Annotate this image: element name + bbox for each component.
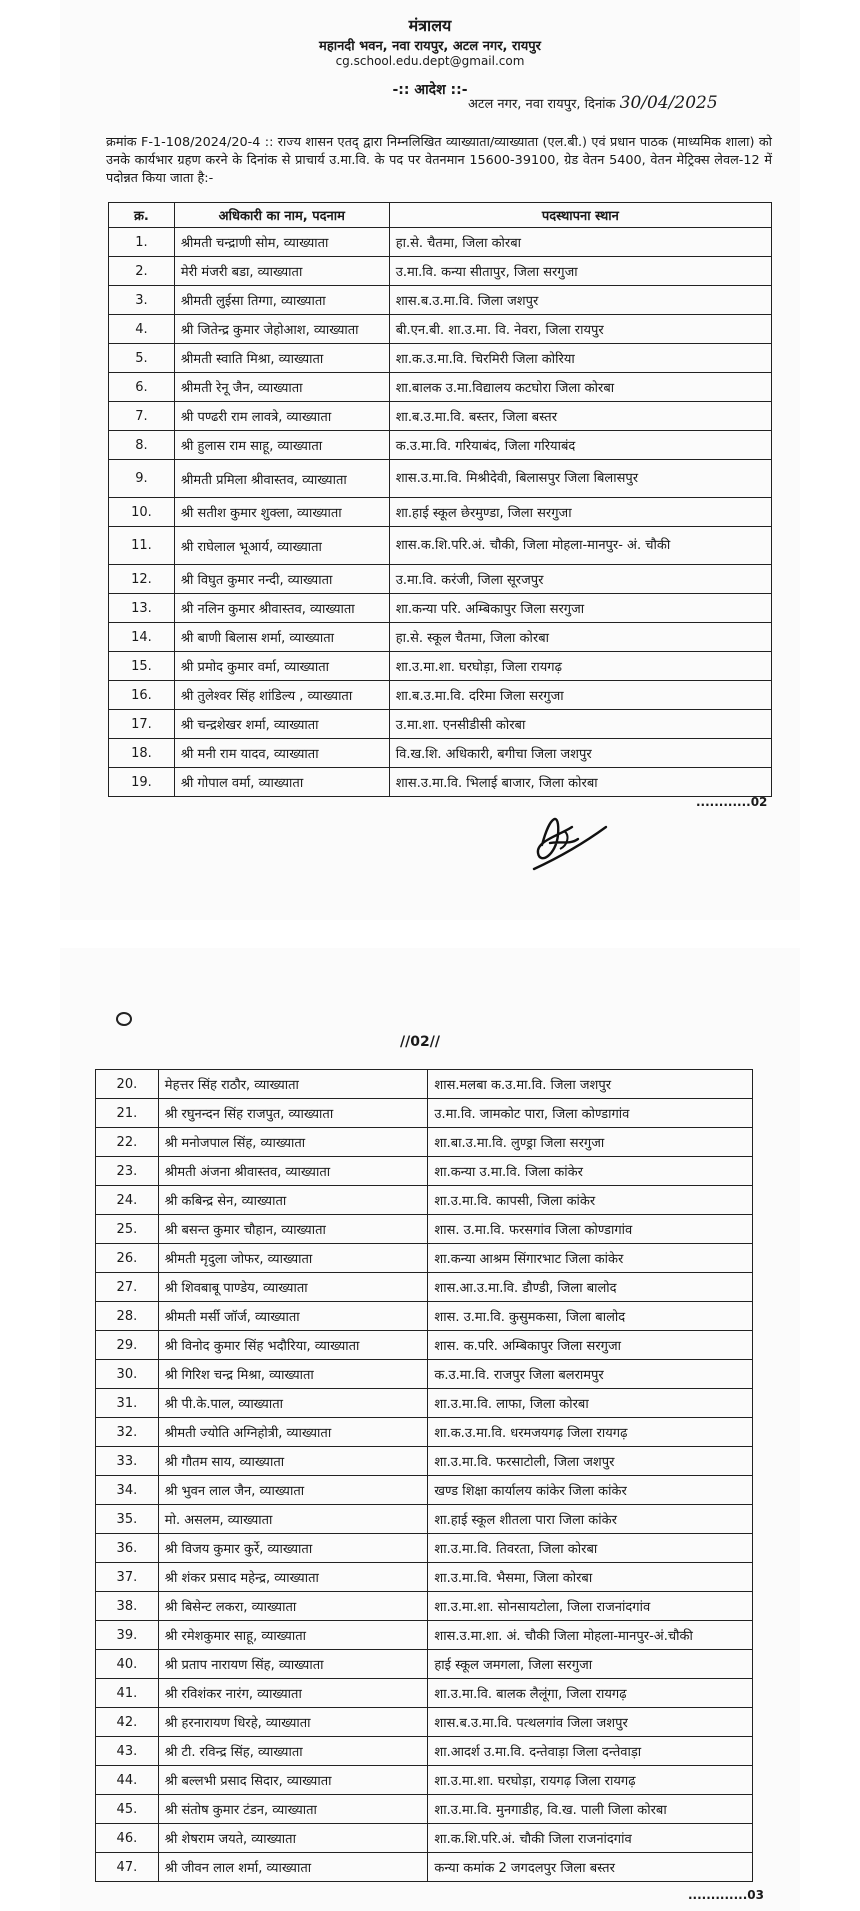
- row-officer-name: श्री भुवन लाल जैन, व्याख्याता: [158, 1476, 428, 1505]
- row-officer-name: श्री रमेशकुमार साहू, व्याख्याता: [158, 1621, 428, 1650]
- header-serial: क्र.: [109, 203, 175, 228]
- handwritten-date: 30/04/2025: [619, 93, 718, 113]
- row-officer-name: श्री पी.के.पाल, व्याख्याता: [158, 1389, 428, 1418]
- row-posting-place: शा.उ.मा.वि. कापसी, जिला कांकेर: [428, 1186, 753, 1215]
- table-row: [96, 1592, 753, 1621]
- row-posting-place: शास.क.शि.परि.अं. चौकी, जिला मोहला-मानपुर- अं. चौकी: [389, 527, 771, 565]
- row-officer-name: श्री गोपाल वर्मा, व्याख्याता: [174, 768, 389, 797]
- row-officer-name: श्री पण्ढरी राम लावत्रे, व्याख्याता: [174, 402, 389, 431]
- row-officer-name: श्रीमती मृदुला जोफर, व्याख्याता: [158, 1244, 428, 1273]
- row-posting-place: शा.उ.मा.वि. फरसाटोली, जिला जशपुर: [428, 1447, 753, 1476]
- row-serial: 41.: [96, 1679, 159, 1708]
- table-row: [109, 344, 772, 373]
- row-serial: 33.: [96, 1447, 159, 1476]
- row-officer-name: श्री चन्द्रशेखर शर्मा, व्याख्याता: [174, 710, 389, 739]
- row-serial: 8.: [109, 431, 175, 460]
- row-officer-name: श्री विनोद कुमार सिंह भदौरिया, व्याख्याता: [158, 1331, 428, 1360]
- table-row: [96, 1679, 753, 1708]
- row-officer-name: श्री तुलेश्वर सिंह शांडिल्य , व्याख्याता: [174, 681, 389, 710]
- continuation-marker: ............02: [696, 795, 768, 809]
- row-serial: 28.: [96, 1302, 159, 1331]
- row-officer-name: श्रीमती चन्द्राणी सोम, व्याख्याता: [174, 228, 389, 257]
- table-row: [96, 1563, 753, 1592]
- row-posting-place: शा.कन्या उ.मा.वि. जिला कांकेर: [428, 1157, 753, 1186]
- row-posting-place: शास.उ.मा.वि. मिश्रीदेवी, बिलासपुर जिला बिलासपुर: [389, 460, 771, 498]
- order-title: -:: आदेश ::-: [392, 82, 468, 98]
- row-serial: 13.: [109, 594, 175, 623]
- row-posting-place: शा.क.उ.मा.वि. धरमजयगढ़ जिला रायगढ़: [428, 1418, 753, 1447]
- row-posting-place: शास.मलबा क.उ.मा.वि. जिला जशपुर: [428, 1070, 753, 1099]
- table-row: [109, 402, 772, 431]
- promotion-table-1: [108, 202, 772, 797]
- row-serial: 5.: [109, 344, 175, 373]
- row-serial: 44.: [96, 1766, 159, 1795]
- row-posting-place: उ.मा.शा. एनसीडीसी कोरबा: [389, 710, 771, 739]
- row-serial: 22.: [96, 1128, 159, 1157]
- page-marker: //02//: [400, 1034, 440, 1050]
- table-row: [96, 1070, 753, 1099]
- order-paragraph: क्रमांक F-1-108/2024/20-4 :: राज्य शासन एतद् द्वारा निम्नलिखित व्याख्याता/व्याख्याता (एल.बी.) एवं प्रधान पाठक (माध्यमिक शाला) को उनके कार्यभार ग्रहण करने के दिनांक से प्राचार्य उ.मा.वि. के पद पर वेतनमान 15600-39100, ग्रेड वेतन 5400, वेतन मेट्रिक्स लेवल-12 में पदोन्नत किया जाता है:-: [106, 135, 772, 186]
- table-row: [96, 1418, 753, 1447]
- row-posting-place: हा.से. स्कूल चैतमा, जिला कोरबा: [389, 623, 771, 652]
- row-serial: 16.: [109, 681, 175, 710]
- row-serial: 43.: [96, 1737, 159, 1766]
- table-row: [96, 1824, 753, 1853]
- table-row: [96, 1737, 753, 1766]
- row-officer-name: श्री बिसेन्ट लकरा, व्याख्याता: [158, 1592, 428, 1621]
- row-officer-name: श्री मनोजपाल सिंह, व्याख्याता: [158, 1128, 428, 1157]
- row-posting-place: शा.क.शि.परि.अं. चौकी जिला राजनांदगांव: [428, 1824, 753, 1853]
- row-serial: 23.: [96, 1157, 159, 1186]
- row-posting-place: बी.एन.बी. शा.उ.मा. वि. नेवरा, जिला रायपुर: [389, 315, 771, 344]
- ministry-heading: मंत्रालय: [408, 16, 452, 35]
- table-row: [96, 1476, 753, 1505]
- row-posting-place: शा.उ.मा.वि. मुनगाडीह, वि.ख. पाली जिला कोरबा: [428, 1795, 753, 1824]
- row-serial: 32.: [96, 1418, 159, 1447]
- table-row: [109, 623, 772, 652]
- table-row: [109, 257, 772, 286]
- row-posting-place: उ.मा.वि. कन्या सीतापुर, जिला सरगुजा: [389, 257, 771, 286]
- promotion-table-2: [95, 1069, 753, 1882]
- row-posting-place: उ.मा.वि. करंजी, जिला सूरजपुर: [389, 565, 771, 594]
- row-officer-name: श्री बसन्त कुमार चौहान, व्याख्याता: [158, 1215, 428, 1244]
- row-serial: 7.: [109, 402, 175, 431]
- place-date: [468, 93, 718, 113]
- row-officer-name: श्री रघुनन्दन सिंह राजपुत, व्याख्याता: [158, 1099, 428, 1128]
- row-serial: 38.: [96, 1592, 159, 1621]
- row-posting-place: शा.उ.मा.शा. सोनसायटोला, जिला राजनांदगांव: [428, 1592, 753, 1621]
- row-serial: 36.: [96, 1534, 159, 1563]
- table-row: [96, 1360, 753, 1389]
- punch-hole-icon: [116, 1012, 132, 1026]
- row-posting-place: शा.आदर्श उ.मा.वि. दन्तेवाड़ा जिला दन्तेवाड़ा: [428, 1737, 753, 1766]
- row-posting-place: शा.उ.मा.वि. तिवरता, जिला कोरबा: [428, 1534, 753, 1563]
- order-page-2: [60, 948, 800, 1911]
- row-officer-name: मेरी मंजरी बडा, व्याख्याता: [174, 257, 389, 286]
- row-serial: 34.: [96, 1476, 159, 1505]
- row-officer-name: श्रीमती प्रमिला श्रीवास्तव, व्याख्याता: [174, 460, 389, 498]
- row-serial: 6.: [109, 373, 175, 402]
- row-posting-place: शा.कन्या परि. अम्बिकापुर जिला सरगुजा: [389, 594, 771, 623]
- table-row: [109, 768, 772, 797]
- table-row: [109, 710, 772, 739]
- table-row: [96, 1795, 753, 1824]
- row-posting-place: शा.बालक उ.मा.विद्यालय कटघोरा जिला कोरबा: [389, 373, 771, 402]
- row-posting-place: कन्या कमांक 2 जगदलपुर जिला बस्तर: [428, 1853, 753, 1882]
- row-posting-place: शा.उ.मा.वि. बालक लैलूंगा, जिला रायगढ़: [428, 1679, 753, 1708]
- row-serial: 20.: [96, 1070, 159, 1099]
- row-officer-name: श्रीमती अंजना श्रीवास्तव, व्याख्याता: [158, 1157, 428, 1186]
- row-serial: 39.: [96, 1621, 159, 1650]
- row-serial: 27.: [96, 1273, 159, 1302]
- row-officer-name: श्री शेषराम जयते, व्याख्याता: [158, 1824, 428, 1853]
- row-officer-name: श्री शंकर प्रसाद महेन्द्र, व्याख्याता: [158, 1563, 428, 1592]
- table-row: [109, 315, 772, 344]
- row-posting-place: शा.उ.मा.शा. घरघोड़ा, रायगढ़ जिला रायगढ़: [428, 1766, 753, 1795]
- table-row: [96, 1621, 753, 1650]
- order-page-1: [60, 0, 800, 920]
- row-officer-name: श्री नलिन कुमार श्रीवास्तव, व्याख्याता: [174, 594, 389, 623]
- row-posting-place: क.उ.मा.वि. गरियाबंद, जिला गरियाबंद: [389, 431, 771, 460]
- table-row: [96, 1331, 753, 1360]
- department-email: cg.school.edu.dept@gmail.com: [335, 54, 525, 68]
- table-row: [109, 681, 772, 710]
- ministry-address: महानदी भवन, नवा रायपुर, अटल नगर, रायपुर: [319, 39, 541, 54]
- table-header-row: [109, 203, 772, 228]
- signature: [520, 805, 610, 879]
- header-officer: अधिकारी का नाम, पदनाम: [174, 203, 389, 228]
- row-serial: 12.: [109, 565, 175, 594]
- row-serial: 42.: [96, 1708, 159, 1737]
- row-officer-name: मो. असलम, व्याख्याता: [158, 1505, 428, 1534]
- row-posting-place: शा.ब.उ.मा.वि. दरिमा जिला सरगुजा: [389, 681, 771, 710]
- table-row: [96, 1157, 753, 1186]
- row-officer-name: श्री संतोष कुमार टंडन, व्याख्याता: [158, 1795, 428, 1824]
- row-posting-place: शा.उ.मा.वि. भैसमा, जिला कोरबा: [428, 1563, 753, 1592]
- row-officer-name: श्री बाणी बिलास शर्मा, व्याख्याता: [174, 623, 389, 652]
- row-posting-place: उ.मा.वि. जामकोट पारा, जिला कोण्डागांव: [428, 1099, 753, 1128]
- row-officer-name: श्री गिरिश चन्द्र मिश्रा, व्याख्याता: [158, 1360, 428, 1389]
- row-posting-place: क.उ.मा.वि. राजपुर जिला बलरामपुर: [428, 1360, 753, 1389]
- row-posting-place: शा.क.उ.मा.वि. चिरमिरी जिला कोरिया: [389, 344, 771, 373]
- table-row: [96, 1244, 753, 1273]
- row-posting-place: शा.हाई स्कूल शीतला पारा जिला कांकेर: [428, 1505, 753, 1534]
- row-serial: 17.: [109, 710, 175, 739]
- row-posting-place: शा.कन्या आश्रम सिंगारभाट जिला कांकेर: [428, 1244, 753, 1273]
- table-row: [96, 1766, 753, 1795]
- row-officer-name: श्री जीवन लाल शर्मा, व्याख्याता: [158, 1853, 428, 1882]
- row-posting-place: शास.ब.उ.मा.वि. जिला जशपुर: [389, 286, 771, 315]
- table-row: [96, 1099, 753, 1128]
- row-serial: 18.: [109, 739, 175, 768]
- row-officer-name: मेहत्तर सिंह राठौर, व्याख्याता: [158, 1070, 428, 1099]
- table-row: [109, 286, 772, 315]
- row-officer-name: श्री रविशंकर नारंग, व्याख्याता: [158, 1679, 428, 1708]
- row-serial: 10.: [109, 498, 175, 527]
- row-officer-name: श्री कबिन्द्र सेन, व्याख्याता: [158, 1186, 428, 1215]
- row-posting-place: हा.से. चैतमा, जिला कोरबा: [389, 228, 771, 257]
- table-row: [109, 498, 772, 527]
- row-serial: 29.: [96, 1331, 159, 1360]
- row-posting-place: शा.बा.उ.मा.वि. लुण्ड्रा जिला सरगुजा: [428, 1128, 753, 1157]
- row-serial: 37.: [96, 1563, 159, 1592]
- row-officer-name: श्रीमती मर्सी जॉर्ज, व्याख्याता: [158, 1302, 428, 1331]
- table-row: [96, 1128, 753, 1157]
- row-officer-name: श्री राघेलाल भूआर्य, व्याख्याता: [174, 527, 389, 565]
- table-row: [109, 431, 772, 460]
- row-posting-place: शास.उ.मा.वि. भिलाई बाजार, जिला कोरबा: [389, 768, 771, 797]
- table-row: [109, 594, 772, 623]
- row-serial: 46.: [96, 1824, 159, 1853]
- row-officer-name: श्री हुलास राम साहू, व्याख्याता: [174, 431, 389, 460]
- table-row: [109, 460, 772, 498]
- row-serial: 25.: [96, 1215, 159, 1244]
- table-row: [109, 565, 772, 594]
- table-row: [96, 1708, 753, 1737]
- table-row: [96, 1853, 753, 1882]
- row-serial: 30.: [96, 1360, 159, 1389]
- row-serial: 3.: [109, 286, 175, 315]
- continuation-marker: .............03: [688, 1888, 764, 1902]
- row-serial: 40.: [96, 1650, 159, 1679]
- table-row: [96, 1215, 753, 1244]
- row-officer-name: श्रीमती स्वाति मिश्रा, व्याख्याता: [174, 344, 389, 373]
- table-row: [109, 527, 772, 565]
- row-officer-name: श्री विघुत कुमार नन्दी, व्याख्याता: [174, 565, 389, 594]
- row-posting-place: शास.उ.मा.शा. अं. चौकी जिला मोहला-मानपुर-अं.चौकी: [428, 1621, 753, 1650]
- row-serial: 47.: [96, 1853, 159, 1882]
- row-officer-name: श्री गौतम साय, व्याख्याता: [158, 1447, 428, 1476]
- row-posting-place: वि.ख.शि. अधिकारी, बगीचा जिला जशपुर: [389, 739, 771, 768]
- table-row: [96, 1650, 753, 1679]
- row-officer-name: श्री प्रमोद कुमार वर्मा, व्याख्याता: [174, 652, 389, 681]
- row-officer-name: श्रीमती ज्योति अग्निहोत्री, व्याख्याता: [158, 1418, 428, 1447]
- place-date-prefix: अटल नगर, नवा रायपुर, दिनांक: [468, 97, 616, 112]
- row-posting-place: शास. उ.मा.वि. कुसुमकसा, जिला बालोद: [428, 1302, 753, 1331]
- row-serial: 14.: [109, 623, 175, 652]
- row-posting-place: खण्ड शिक्षा कार्यालय कांकेर जिला कांकेर: [428, 1476, 753, 1505]
- table-row: [109, 652, 772, 681]
- row-posting-place: शास. उ.मा.वि. फरसगांव जिला कोण्डागांव: [428, 1215, 753, 1244]
- row-serial: 35.: [96, 1505, 159, 1534]
- row-serial: 45.: [96, 1795, 159, 1824]
- row-serial: 19.: [109, 768, 175, 797]
- row-officer-name: श्री मनी राम यादव, व्याख्याता: [174, 739, 389, 768]
- row-posting-place: हाई स्कूल जमगला, जिला सरगुजा: [428, 1650, 753, 1679]
- table-row: [109, 373, 772, 402]
- row-serial: 11.: [109, 527, 175, 565]
- row-officer-name: श्री हरनारायण धिरहे, व्याख्याता: [158, 1708, 428, 1737]
- row-serial: 4.: [109, 315, 175, 344]
- row-posting-place: शास.ब.उ.मा.वि. पत्थलगांव जिला जशपुर: [428, 1708, 753, 1737]
- row-posting-place: शा.ब.उ.मा.वि. बस्तर, जिला बस्तर: [389, 402, 771, 431]
- table-row: [96, 1302, 753, 1331]
- row-officer-name: श्रीमती रेनू जैन, व्याख्याता: [174, 373, 389, 402]
- row-officer-name: श्री सतीश कुमार शुक्ला, व्याख्याता: [174, 498, 389, 527]
- table-row: [109, 228, 772, 257]
- row-posting-place: शा.हाई स्कूल छेरमुण्डा, जिला सरगुजा: [389, 498, 771, 527]
- table-row: [96, 1505, 753, 1534]
- row-serial: 2.: [109, 257, 175, 286]
- row-posting-place: शा.उ.मा.वि. लाफा, जिला कोरबा: [428, 1389, 753, 1418]
- row-officer-name: श्री जितेन्द्र कुमार जेहोआश, व्याख्याता: [174, 315, 389, 344]
- table-row: [109, 739, 772, 768]
- row-serial: 24.: [96, 1186, 159, 1215]
- table-row: [96, 1273, 753, 1302]
- row-posting-place: शास. क.परि. अम्बिकापुर जिला सरगुजा: [428, 1331, 753, 1360]
- row-posting-place: शास.आ.उ.मा.वि. डौण्डी, जिला बालोद: [428, 1273, 753, 1302]
- table-row: [96, 1186, 753, 1215]
- row-serial: 15.: [109, 652, 175, 681]
- row-serial: 21.: [96, 1099, 159, 1128]
- row-officer-name: श्री बल्लभी प्रसाद सिदार, व्याख्याता: [158, 1766, 428, 1795]
- table-row: [96, 1389, 753, 1418]
- table-row: [96, 1534, 753, 1563]
- table-row: [96, 1447, 753, 1476]
- row-officer-name: श्री विजय कुमार कुर्रे, व्याख्याता: [158, 1534, 428, 1563]
- row-serial: 1.: [109, 228, 175, 257]
- header-posting: पदस्थापना स्थान: [389, 203, 771, 228]
- row-serial: 26.: [96, 1244, 159, 1273]
- row-officer-name: श्री टी. रविन्द्र सिंह, व्याख्याता: [158, 1737, 428, 1766]
- row-posting-place: शा.उ.मा.शा. घरघोड़ा, जिला रायगढ़: [389, 652, 771, 681]
- row-officer-name: श्री शिवबाबू पाण्डेय, व्याख्याता: [158, 1273, 428, 1302]
- row-serial: 9.: [109, 460, 175, 498]
- row-serial: 31.: [96, 1389, 159, 1418]
- row-officer-name: श्रीमती लुईसा तिग्गा, व्याख्याता: [174, 286, 389, 315]
- row-officer-name: श्री प्रताप नारायण सिंह, व्याख्याता: [158, 1650, 428, 1679]
